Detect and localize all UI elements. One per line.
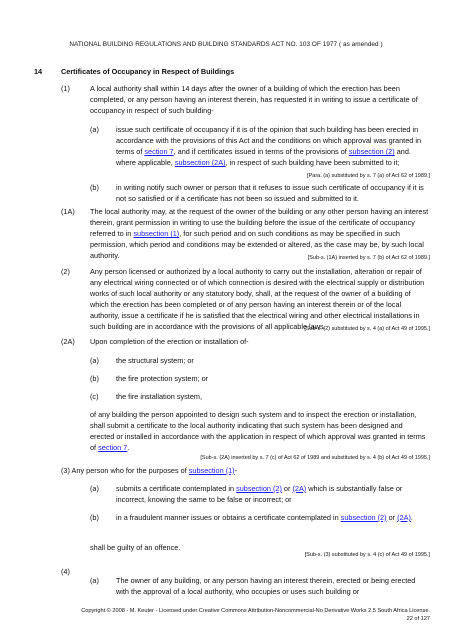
footer-copyright: Copyright © 2008 - M. Keuter - Licensed under Creative Commons Attribution-Noncommercial-No Derivative Works 2.5 South Africa License. [81, 608, 430, 614]
para-3b-text: in a fraudulent manner issues or obtains a certificate contemplated in subsection (2) or (2A). [116, 513, 413, 522]
link-subsection-2[interactable]: subsection (2) [236, 484, 282, 493]
subsection-4-label: (4) [61, 567, 70, 576]
subsection-2a-intro: Upon completion of the erection or installation of- [90, 337, 249, 346]
subsection-1-text: A local authority shall within 14 days after the owner of a building of which the erection has been completed, or any person having an interest therein, has requested it in writing to issue a certificate of occupancy in respect of such building- [90, 84, 418, 116]
para-1b-text: in writing notify such owner or person that it refuses to issue such certificate of occupancy if it is not so satisfied or if a certificate has not been so issued and submitted to it. [116, 183, 424, 204]
item-text: the fire protection system; or [116, 374, 209, 383]
link-2a[interactable]: (2A) [397, 513, 411, 522]
item-label: (a) [90, 356, 99, 365]
subsection-1-label: (1) [61, 84, 70, 93]
para-1a-label: (a) [90, 125, 99, 134]
para-1a-text: issue such certificate of occupancy if it is of the opinion that such building has been erected in accordance with the provisions of this Act and the conditions on which approval was granted in terms of section 7, and if certificates issued in terms of the provisions of subsection (2) and. where applicable, subsection (2A), in respect of such building have been submitted to it; [116, 125, 422, 168]
page-number: 22 of 127 [406, 616, 430, 622]
item-text: the fire installation system, [116, 392, 202, 401]
para-4a-label: (a) [90, 576, 99, 585]
amendment-note: [Sub-s. (2) substituted by s. 4 (a) of Act 49 of 1995.] [304, 326, 430, 332]
subsection-1a-text: The local authority may, at the request of the owner of the building or any other person having an interest therein, grant permission in writing to use the building before the issue of the certificate of occupancy referred to in subsection (1), for such period and on such conditions as may be specified in such permission, which period and conditions may be extended or altered, as the case may be, by such local authority. [90, 207, 429, 261]
subsection-3-closing: shall be guilty of an offence. [90, 543, 181, 552]
para-4a-text: The owner of any building, or any person having an interest therein, erected or being erected with the approval of a local authority, who occupies or uses such building or [116, 576, 416, 597]
amendment-note: [Sub-s. (1A) inserted by s. 7 (b) of Act 62 of 1989.] [307, 255, 430, 261]
link-section-7[interactable]: section 7 [144, 147, 174, 157]
para-3b-label: (b) [90, 513, 99, 522]
subsection-2-label: (2) [61, 267, 70, 276]
link-section-7[interactable]: section 7 [98, 443, 128, 453]
para-3a-label: (a) [90, 484, 99, 493]
item-label: (c) [90, 392, 99, 401]
link-subsection-2[interactable]: subsection (2) [348, 147, 395, 157]
item-text: the structural system; or [116, 356, 194, 365]
para-1b-label: (b) [90, 183, 99, 192]
item-label: (b) [90, 374, 99, 383]
link-subsection-2a[interactable]: subsection (2A) [174, 158, 226, 168]
subsection-1a-label: (1A) [61, 207, 75, 216]
section-number: 14 [34, 67, 43, 76]
link-subsection-1[interactable]: subsection (1) [133, 229, 180, 239]
link-2a[interactable]: (2A) [292, 484, 307, 493]
subsection-2a-text: of any building the person appointed to design such system and to inspect the erection or installation, shall submit a certificate to the local authority indicating that such system has been designed and erected or installed in accordance with the application in respect of which approval was granted in terms of section 7. [90, 410, 426, 453]
amendment-note: [Sub-s. (3) substituted by s. 4 (c) of Act 49 of 1995.] [304, 552, 430, 558]
subsection-2a-label: (2A) [61, 337, 75, 346]
subsection-3-text: (3) Any person who for the purposes of subsection (1)- [61, 466, 238, 475]
link-subsection-1[interactable]: subsection (1) [188, 466, 235, 475]
section-title: Certificates of Occupancy in Respect of Buildings [61, 67, 235, 76]
subsection-2-text: Any person licensed or authorized by a local authority to carry out the installation, alteration or repair of any electrical wiring connected or of which connection is desired with the electrical supply or distribution works of such local authority or any statutory body, shall, at the request of the owner of a building of which the erection has been completed or of any person having an interest therein or of the local authority, issue a certificate if he is satisfied that the electrical wiring and other electrical installations in such building are in accordance with the provisions of all applicable laws. [90, 267, 425, 332]
running-header: NATIONAL BUILDING REGULATIONS AND BUILDING STANDARDS ACT NO. 103 OF 1977 ( as amended ) [69, 41, 383, 48]
amendment-note: [Para. (a) substituted by s. 7 (a) of Act 62 of 1989.] [307, 173, 430, 179]
link-subsection-2[interactable]: subsection (2) [340, 513, 387, 522]
para-3a-text: submits a certificate contemplated in subsection (2) or (2A) which is substantially false or incorrect, knowing the same to be false or incorrect; or [116, 484, 403, 505]
amendment-note: [Sub-s. (2A) inserted by s. 7 (c) of Act 62 of 1989 and substituted by s. 4 (b) of Act 49 of 1995.] [200, 455, 430, 461]
